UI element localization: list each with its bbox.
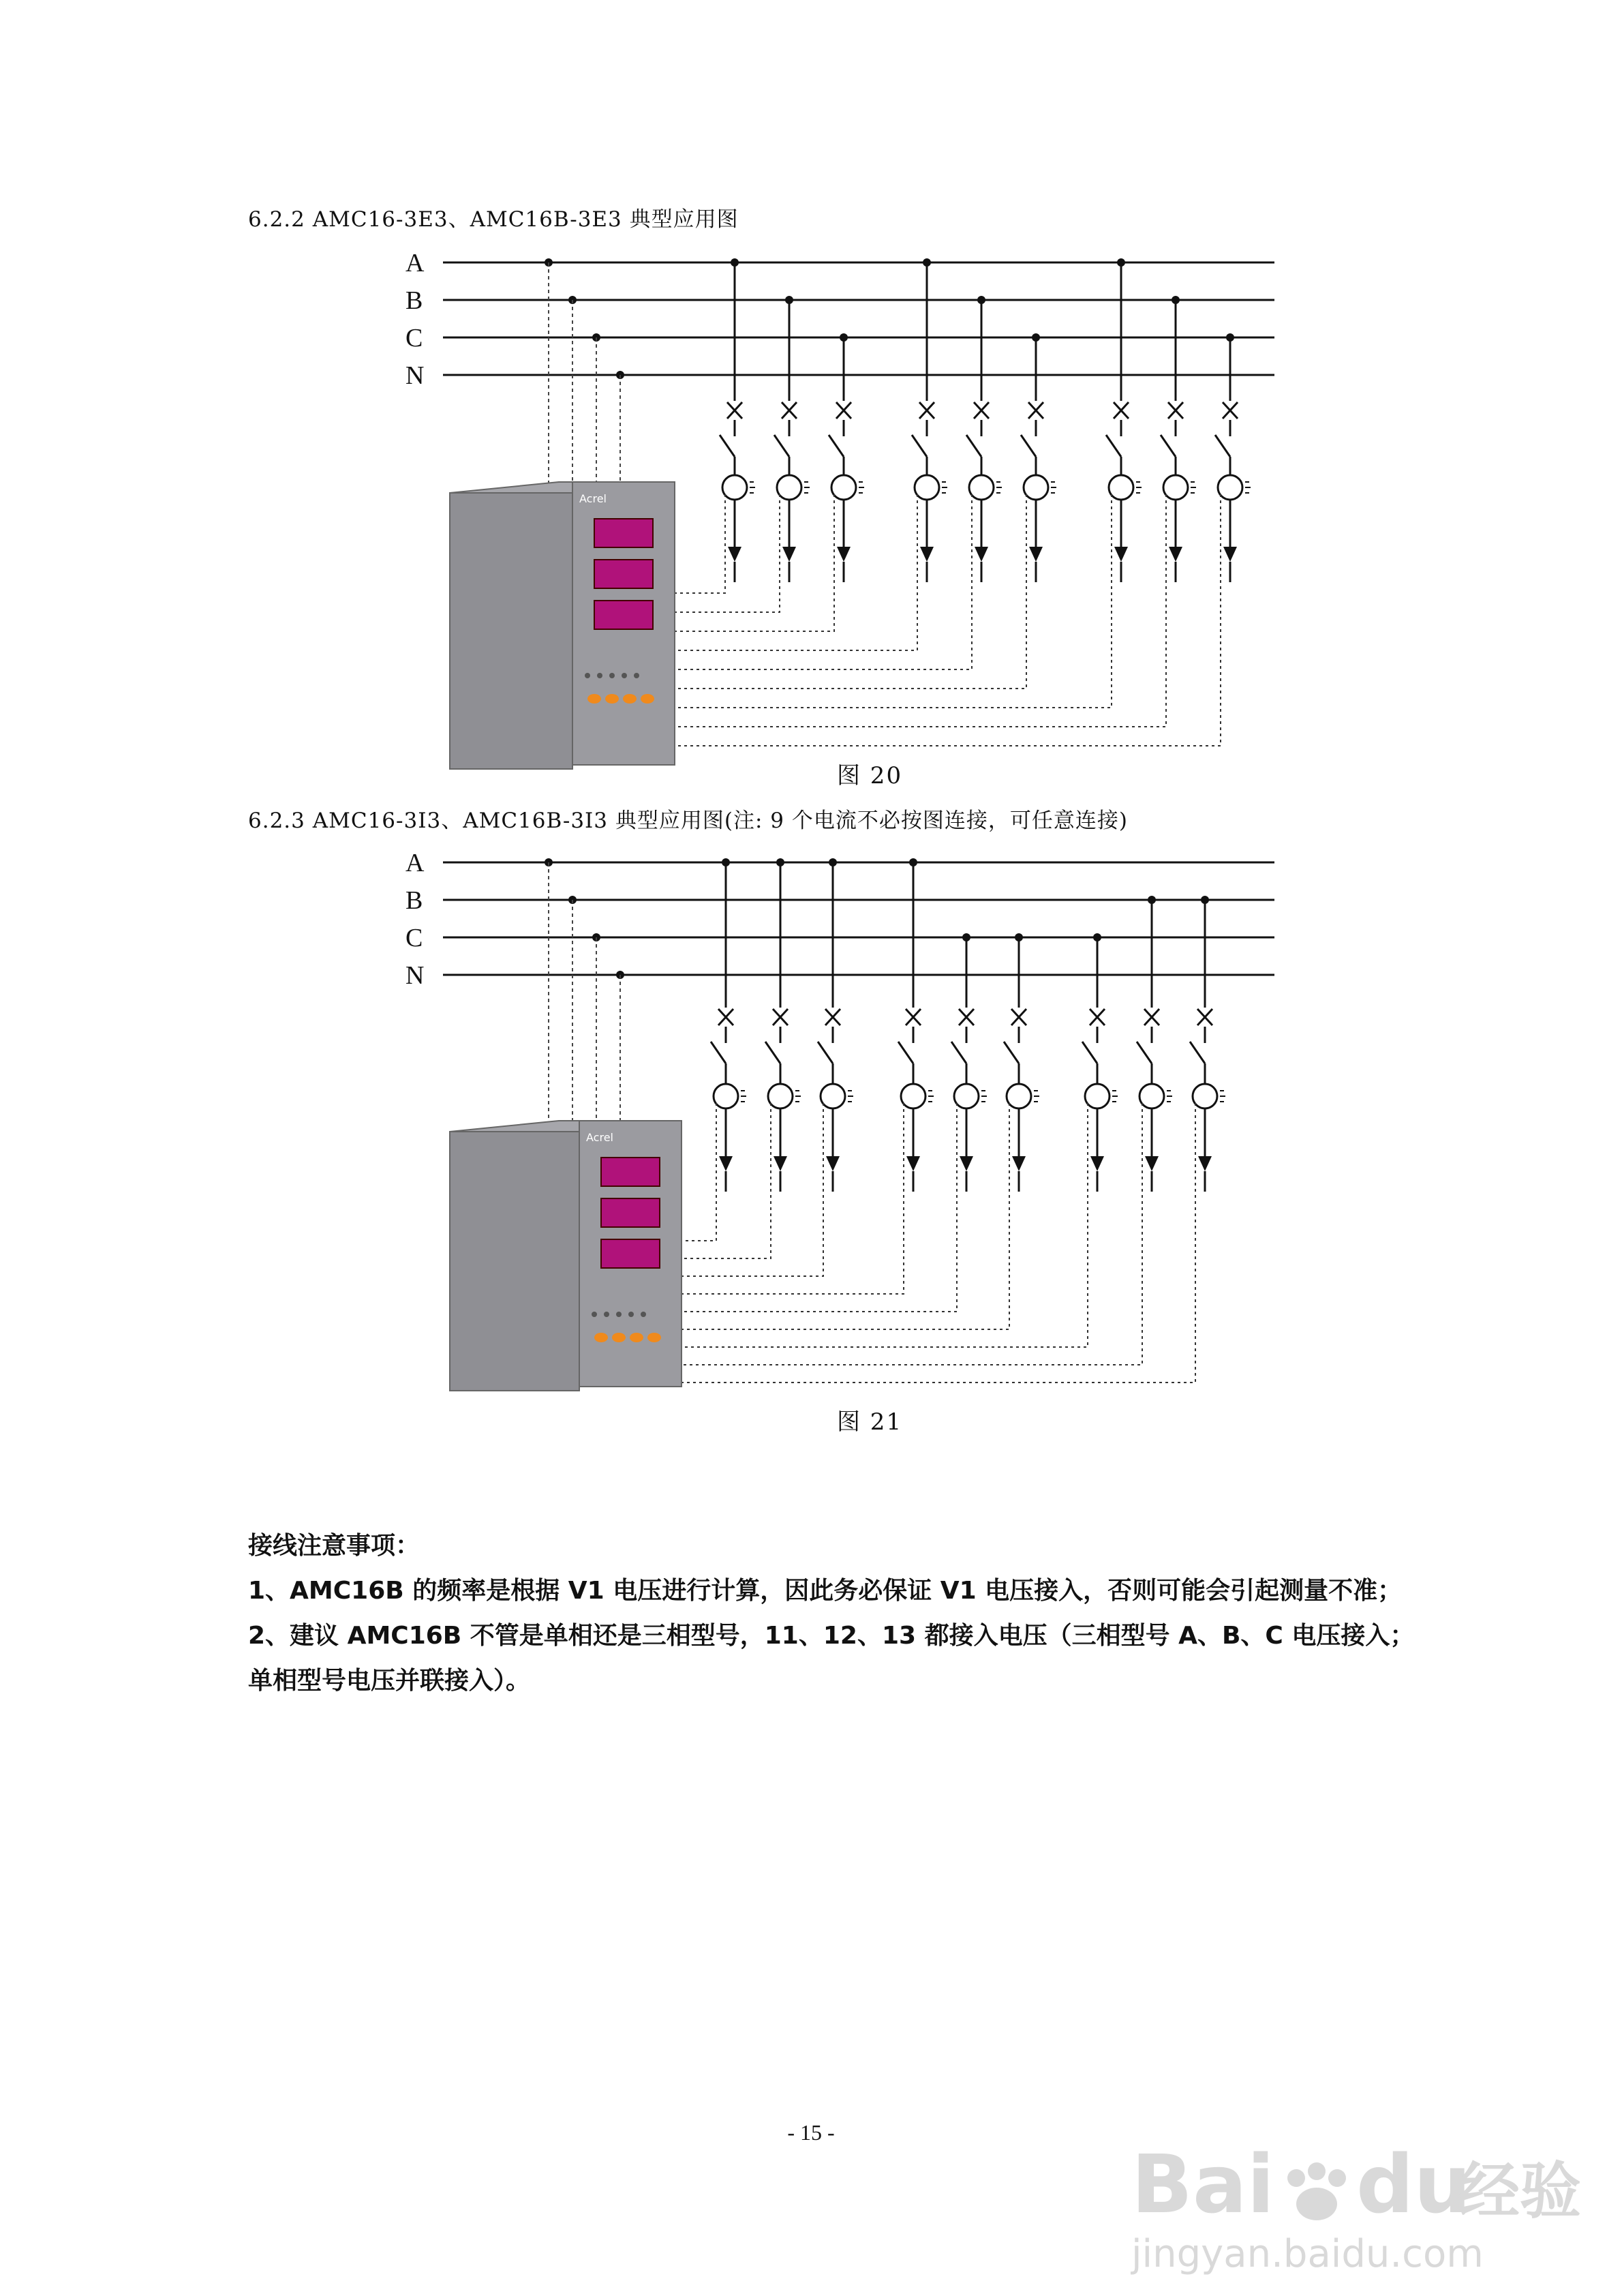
ct-secondary-mark [1136, 482, 1142, 493]
meter-device-body [450, 493, 572, 769]
watermark-cn: 经验 [1458, 2156, 1581, 2227]
ct-secondary-mark [848, 1091, 853, 1102]
breaker-switch-icon [720, 435, 735, 457]
ct-signal-wire [682, 1103, 823, 1276]
meter-button [647, 1333, 661, 1342]
ct-signal-wire [675, 494, 1221, 746]
ct-secondary-mark [741, 1091, 746, 1102]
ct-secondary-mark [981, 1091, 987, 1102]
ct-signal-wire [675, 494, 1026, 689]
ct-secondary-mark [1112, 1091, 1118, 1102]
breaker-switch-icon [711, 1042, 726, 1063]
bus-label-a: A [406, 249, 425, 277]
meter-button [623, 694, 637, 704]
figure-caption-20: 图 20 [837, 762, 903, 789]
ct-signal-wire [682, 1103, 1088, 1347]
bus-label-b: B [406, 286, 423, 315]
section-heading-6-2-3: 6.2.3 AMC16-3I3、AMC16B-3I3 典型应用图(注: 9 个电流不必按图连接，可任意连接) [248, 809, 1128, 833]
current-transformer-icon [714, 1084, 738, 1108]
breaker-switch-icon [912, 435, 927, 457]
meter-indicator-led [585, 673, 590, 678]
ct-secondary-mark [750, 482, 755, 493]
paw-icon [1287, 2162, 1346, 2220]
fuse-cross-icon [1144, 1009, 1159, 1025]
fuse-cross-icon [959, 1009, 974, 1025]
current-transformer-icon [1024, 475, 1048, 500]
meter-indicator-led [609, 673, 615, 678]
breaker-switch-icon [1004, 1042, 1019, 1063]
fuse-cross-icon [1028, 402, 1043, 419]
meter-brand-label: Acrel [586, 1131, 613, 1144]
breaker-switch-icon [1106, 435, 1121, 457]
fuse-cross-icon [773, 1009, 788, 1025]
wiring-notes [248, 1524, 1420, 1704]
meter-display-window [594, 601, 653, 629]
breaker-switch-icon [765, 1042, 780, 1063]
meter-display-window [601, 1198, 660, 1227]
bus-label-n: N [406, 961, 425, 990]
current-transformer-icon [969, 475, 994, 500]
ct-secondary-mark [1191, 482, 1196, 493]
breaker-switch-icon [818, 1042, 833, 1063]
note-item-1: 1、AMC16B 的频率是根据 V1 电压进行计算，因此务必保证 V1 电压接入，否则可能会引起测量不准； [248, 1577, 1403, 1605]
meter-display-window [594, 519, 653, 547]
fuse-cross-icon [1223, 402, 1238, 419]
current-transformer-icon [901, 1084, 925, 1108]
load-arrow-icon [1090, 1156, 1104, 1171]
ct-secondary-mark [1051, 482, 1056, 493]
section-heading-6-2-2: 6.2.2 AMC16-3E3、AMC16B-3E3 典型应用图 [248, 207, 739, 232]
load-arrow-icon [1029, 547, 1043, 562]
bus-label-c: C [406, 924, 423, 952]
fuse-cross-icon [974, 402, 989, 419]
fuse-cross-icon [718, 1009, 733, 1025]
load-arrow-icon [1198, 1156, 1212, 1171]
ct-signal-wire [675, 494, 1112, 708]
watermark-brand-du: du [1356, 2137, 1471, 2231]
fuse-cross-icon [1011, 1009, 1026, 1025]
load-arrow-icon [774, 1156, 787, 1171]
meter-button [612, 1333, 626, 1342]
meter-button [594, 1333, 608, 1342]
meter-display-window [601, 1239, 660, 1268]
ct-signal-wire [682, 1103, 1142, 1365]
ct-signal-wire [682, 1103, 1195, 1383]
wiring-diagram-figure-21 [0, 832, 1622, 1418]
ct-secondary-mark [1167, 1091, 1172, 1102]
load-arrow-icon [960, 1156, 973, 1171]
watermark-url: jingyan.baidu.com [1131, 2232, 1484, 2276]
ct-signal-wire [682, 1103, 1009, 1329]
meter-indicator-led [634, 673, 639, 678]
breaker-switch-icon [898, 1042, 913, 1063]
bus-label-n: N [406, 361, 425, 390]
fuse-cross-icon [1168, 402, 1183, 419]
bus-label-b: B [406, 886, 423, 915]
ct-secondary-mark [1245, 482, 1251, 493]
ct-secondary-mark [942, 482, 947, 493]
current-transformer-icon [1218, 475, 1242, 500]
load-arrow-icon [719, 1156, 733, 1171]
current-transformer-icon [1139, 1084, 1164, 1108]
load-arrow-icon [975, 547, 988, 562]
meter-button [630, 1333, 643, 1342]
bus-label-a: A [406, 849, 425, 877]
fuse-cross-icon [825, 1009, 840, 1025]
breaker-switch-icon [951, 1042, 966, 1063]
fuse-cross-icon [1114, 402, 1129, 419]
ct-signal-wire [675, 494, 917, 650]
ct-signal-wire [682, 1103, 957, 1312]
breaker-switch-icon [829, 435, 844, 457]
breaker-switch-icon [966, 435, 981, 457]
ct-secondary-mark [996, 482, 1002, 493]
baidu-jingyan-watermark [1131, 2137, 1581, 2280]
meter-indicator-led [622, 673, 627, 678]
current-transformer-icon [915, 475, 939, 500]
figure-caption-21: 图 21 [837, 1408, 903, 1436]
load-arrow-icon [1169, 547, 1182, 562]
bus-label-c: C [406, 324, 423, 352]
current-transformer-icon [954, 1084, 979, 1108]
wiring-diagram-figure-20 [0, 232, 1622, 777]
ct-signal-wire [675, 494, 725, 593]
ct-secondary-mark [1034, 1091, 1039, 1102]
fuse-cross-icon [1197, 1009, 1212, 1025]
breaker-switch-icon [1161, 435, 1176, 457]
load-arrow-icon [1012, 1156, 1026, 1171]
meter-button [605, 694, 619, 704]
load-arrow-icon [728, 547, 741, 562]
notes-title: 接线注意事项： [248, 1532, 420, 1560]
ct-secondary-mark [859, 482, 864, 493]
current-transformer-icon [821, 1084, 845, 1108]
load-arrow-icon [1223, 547, 1237, 562]
load-arrow-icon [837, 547, 851, 562]
fuse-cross-icon [919, 402, 934, 419]
ct-secondary-mark [804, 482, 810, 493]
ct-signal-wire [682, 1103, 904, 1294]
current-transformer-icon [1193, 1084, 1217, 1108]
meter-display-window [601, 1158, 660, 1186]
ct-secondary-mark [1220, 1091, 1225, 1102]
current-transformer-icon [1007, 1084, 1031, 1108]
load-arrow-icon [1145, 1156, 1159, 1171]
current-transformer-icon [722, 475, 747, 500]
meter-indicator-led [592, 1312, 597, 1317]
meter-indicator-led [628, 1312, 634, 1317]
meter-device-body [450, 1132, 579, 1391]
load-arrow-icon [1114, 547, 1128, 562]
fuse-cross-icon [782, 402, 797, 419]
ct-signal-wire [675, 494, 1166, 727]
fuse-cross-icon [1090, 1009, 1105, 1025]
breaker-switch-icon [1215, 435, 1230, 457]
fuse-cross-icon [906, 1009, 921, 1025]
meter-brand-label: Acrel [579, 492, 607, 505]
meter-indicator-led [604, 1312, 609, 1317]
load-arrow-icon [906, 1156, 920, 1171]
current-transformer-icon [831, 475, 856, 500]
current-transformer-icon [1163, 475, 1188, 500]
load-arrow-icon [826, 1156, 840, 1171]
ct-signal-wire [675, 494, 780, 612]
fuse-cross-icon [836, 402, 851, 419]
ct-secondary-mark [795, 1091, 801, 1102]
current-transformer-icon [777, 475, 801, 500]
breaker-switch-icon [1021, 435, 1036, 457]
meter-indicator-led [597, 673, 602, 678]
breaker-switch-icon [1137, 1042, 1152, 1063]
load-arrow-icon [782, 547, 796, 562]
meter-button [641, 694, 654, 704]
breaker-switch-icon [1082, 1042, 1097, 1063]
breaker-switch-icon [1190, 1042, 1205, 1063]
ct-signal-wire [682, 1103, 716, 1241]
fuse-cross-icon [727, 402, 742, 419]
meter-indicator-led [641, 1312, 646, 1317]
watermark-brand: Bai [1131, 2137, 1275, 2231]
current-transformer-icon [1109, 475, 1133, 500]
current-transformer-icon [1085, 1084, 1110, 1108]
load-arrow-icon [920, 547, 934, 562]
note-item-2: 2、建议 AMC16B 不管是单相还是三相型号，11、12、13 都接入电压（三相型号 A、B、C 电压接入；单相型号电压并联接入）。 [248, 1622, 1415, 1695]
ct-secondary-mark [928, 1091, 934, 1102]
meter-indicator-led [616, 1312, 622, 1317]
meter-button [587, 694, 601, 704]
page-number: - 15 - [787, 2120, 835, 2145]
breaker-switch-icon [774, 435, 789, 457]
meter-display-window [594, 560, 653, 588]
ct-signal-wire [675, 494, 834, 631]
current-transformer-icon [768, 1084, 793, 1108]
